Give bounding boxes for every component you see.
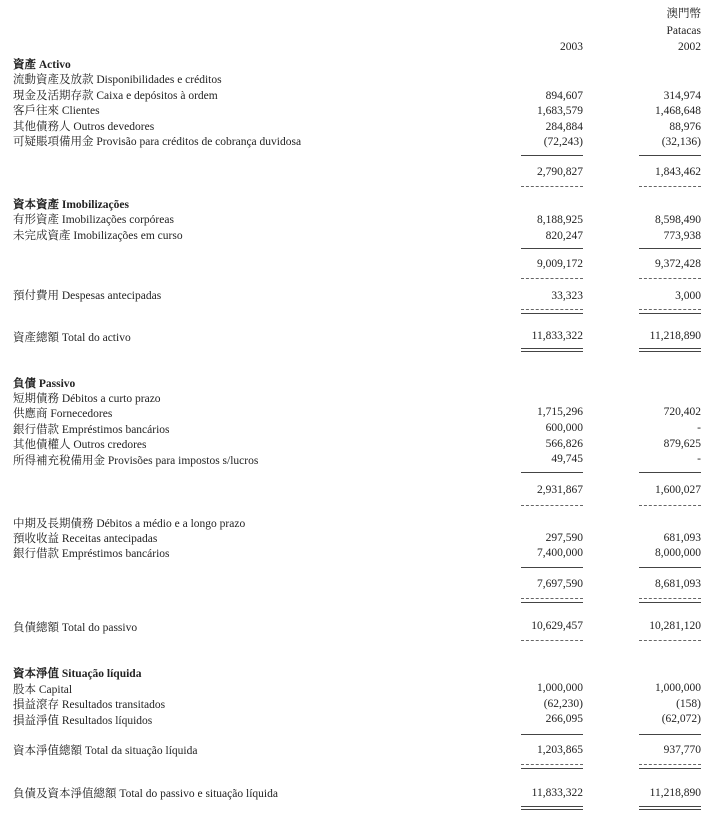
line-item-value-2003: 1,000,000 xyxy=(537,682,583,694)
subtotal-dashed-rule xyxy=(639,186,701,187)
line-item-value-2002: 8,598,490 xyxy=(655,214,701,226)
line-item-label: 未完成資產 Imobilizações em curso xyxy=(13,230,183,242)
total-assets-2002: 11,218,890 xyxy=(649,330,701,342)
subtotal-dashed-rule xyxy=(521,640,583,641)
subtotal-rule xyxy=(639,768,701,769)
grand-total-2002: 11,218,890 xyxy=(649,787,701,799)
line-item-label: 損益淨值 Resultados líquidos xyxy=(13,715,153,727)
total-assets-label: 資產總額 Total do activo xyxy=(13,332,131,344)
subtotal-dashed-rule xyxy=(639,505,701,506)
subtotal-rule xyxy=(521,734,583,735)
total-double-rule xyxy=(521,348,583,352)
subtotal-rule xyxy=(639,155,701,156)
assets-heading: 資產 Activo xyxy=(13,59,71,71)
subtotal-dashed-rule xyxy=(639,598,701,599)
line-item-value-2002: 879,625 xyxy=(663,438,701,450)
line-item-label: 有形資產 Imobilizações corpóreas xyxy=(13,214,174,226)
subtotal-rule xyxy=(521,313,583,314)
line-item-label: 銀行借款 Empréstimos bancários xyxy=(13,548,170,560)
short-term-subtotal-2003: 2,931,867 xyxy=(537,484,583,496)
subtotal-rule xyxy=(521,472,583,473)
line-item-value-2002: 314,974 xyxy=(663,90,701,102)
grand-total-label: 負債及資本淨值總額 Total do passivo e situação líquida xyxy=(13,788,278,800)
total-equity-2003: 1,203,865 xyxy=(537,744,583,756)
subtotal-dashed-rule xyxy=(639,278,701,279)
total-double-rule xyxy=(521,806,583,810)
line-item-label: 股本 Capital xyxy=(13,684,73,696)
subtotal-rule xyxy=(639,567,701,568)
total-equity-label: 資本淨值總額 Total da situação líquida xyxy=(13,745,198,757)
line-item-value-2002: - xyxy=(697,453,701,465)
line-item-label: 現金及活期存款 Caixa e depósitos à ordem xyxy=(13,90,218,102)
line-item-label: 損益滾存 Resultados transitados xyxy=(13,699,166,711)
subtotal-dashed-rule xyxy=(639,640,701,641)
subtotal-dashed-rule xyxy=(639,764,701,765)
line-item-value-2003: 8,188,925 xyxy=(537,214,583,226)
subtotal-dashed-rule xyxy=(521,309,583,310)
subtotal-dashed-rule xyxy=(521,186,583,187)
line-item-value-2002: 88,976 xyxy=(669,121,701,133)
current-assets-subtotal-2002: 1,843,462 xyxy=(655,166,701,178)
line-item-label: 其他債權人 Outros credores xyxy=(13,439,147,451)
line-item-value-2003: 1,715,296 xyxy=(537,406,583,418)
line-item-label: 供應商 Fornecedores xyxy=(13,408,113,420)
long-term-subtotal-2003: 7,697,590 xyxy=(537,578,583,590)
subtotal-rule xyxy=(639,734,701,735)
subtotal-dashed-rule xyxy=(521,278,583,279)
line-item-value-2002: 1,000,000 xyxy=(655,682,701,694)
total-double-rule xyxy=(639,806,701,810)
fixed-assets-subtotal-2003: 9,009,172 xyxy=(537,258,583,270)
line-item-value-2003: 7,400,000 xyxy=(537,547,583,559)
line-item-value-2003: 566,826 xyxy=(545,438,583,450)
total-assets-2003: 11,833,322 xyxy=(531,330,583,342)
current-assets-heading: 流動資產及放款 Disponibilidades e créditos xyxy=(13,74,222,86)
subtotal-dashed-rule xyxy=(521,764,583,765)
line-item-value-2002: 720,402 xyxy=(663,406,701,418)
line-item-value-2003: 600,000 xyxy=(545,422,583,434)
subtotal-rule xyxy=(521,155,583,156)
subtotal-rule xyxy=(639,313,701,314)
line-item-value-2002: 1,468,648 xyxy=(655,105,701,117)
line-item-label: 所得補充稅備用金 Provisões para impostos s/lucros xyxy=(13,455,259,467)
line-item-value-2003: 1,683,579 xyxy=(537,105,583,117)
line-item-value-2003: 894,607 xyxy=(545,90,583,102)
subtotal-dashed-rule xyxy=(521,505,583,506)
line-item-value-2002: 681,093 xyxy=(663,532,701,544)
line-item-value-2002: 773,938 xyxy=(663,230,701,242)
line-item-value-2002: - xyxy=(697,422,701,434)
grand-total-2003: 11,833,322 xyxy=(531,787,583,799)
equity-heading: 資本淨值 Situação líquida xyxy=(13,668,142,680)
subtotal-rule xyxy=(521,602,583,603)
subtotal-rule xyxy=(639,248,701,249)
line-item-value-2003: 266,095 xyxy=(545,713,583,725)
currency-label-pt: Patacas xyxy=(666,25,701,37)
current-assets-subtotal-2003: 2,790,827 xyxy=(537,166,583,178)
prepaid-expenses-label: 預付費用 Despesas antecipadas xyxy=(13,290,162,302)
liabilities-heading: 負債 Passivo xyxy=(13,378,76,390)
line-item-value-2002: (62,072) xyxy=(661,713,701,725)
total-double-rule xyxy=(639,348,701,352)
total-equity-2002: 937,770 xyxy=(663,744,701,756)
total-liabilities-label: 負債總額 Total do passivo xyxy=(13,622,138,634)
line-item-label: 其他債務人 Outros devedores xyxy=(13,121,155,133)
line-item-value-2003: 820,247 xyxy=(545,230,583,242)
year-2003-header: 2003 xyxy=(560,41,583,53)
subtotal-rule xyxy=(521,567,583,568)
subtotal-rule xyxy=(639,472,701,473)
subtotal-dashed-rule xyxy=(639,309,701,310)
long-term-debts-heading: 中期及長期債務 Débitos a médio e a longo prazo xyxy=(13,518,246,530)
subtotal-dashed-rule xyxy=(521,598,583,599)
line-item-value-2002: (32,136) xyxy=(661,136,701,148)
fixed-assets-subtotal-2002: 9,372,428 xyxy=(655,258,701,270)
subtotal-rule xyxy=(639,602,701,603)
long-term-subtotal-2002: 8,681,093 xyxy=(655,578,701,590)
line-item-value-2002: (158) xyxy=(676,698,701,710)
line-item-label: 銀行借款 Empréstimos bancários xyxy=(13,424,170,436)
short-term-debts-heading: 短期債務 Débitos a curto prazo xyxy=(13,393,161,405)
line-item-value-2003: 297,590 xyxy=(545,532,583,544)
short-term-subtotal-2002: 1,600,027 xyxy=(655,484,701,496)
fixed-assets-heading: 資本資產 Imobilizações xyxy=(13,199,129,211)
total-liabilities-2003: 10,629,457 xyxy=(531,620,583,632)
year-2002-header: 2002 xyxy=(678,41,701,53)
line-item-value-2002: 8,000,000 xyxy=(655,547,701,559)
line-item-value-2003: (72,243) xyxy=(543,136,583,148)
subtotal-rule xyxy=(521,248,583,249)
line-item-label: 預收收益 Receitas antecipadas xyxy=(13,533,158,545)
line-item-label: 可疑賬項備用金 Provisão para créditos de cobrança duvidosa xyxy=(13,136,302,148)
line-item-value-2003: (62,230) xyxy=(543,698,583,710)
subtotal-rule xyxy=(521,768,583,769)
prepaid-expenses-2002: 3,000 xyxy=(675,290,701,302)
line-item-value-2003: 284,884 xyxy=(545,121,583,133)
line-item-label: 客戶往來 Clientes xyxy=(13,105,100,117)
line-item-value-2003: 49,745 xyxy=(551,453,583,465)
total-liabilities-2002: 10,281,120 xyxy=(649,620,701,632)
currency-label-cn: 澳門幣 xyxy=(666,8,701,20)
prepaid-expenses-2003: 33,323 xyxy=(551,290,583,302)
